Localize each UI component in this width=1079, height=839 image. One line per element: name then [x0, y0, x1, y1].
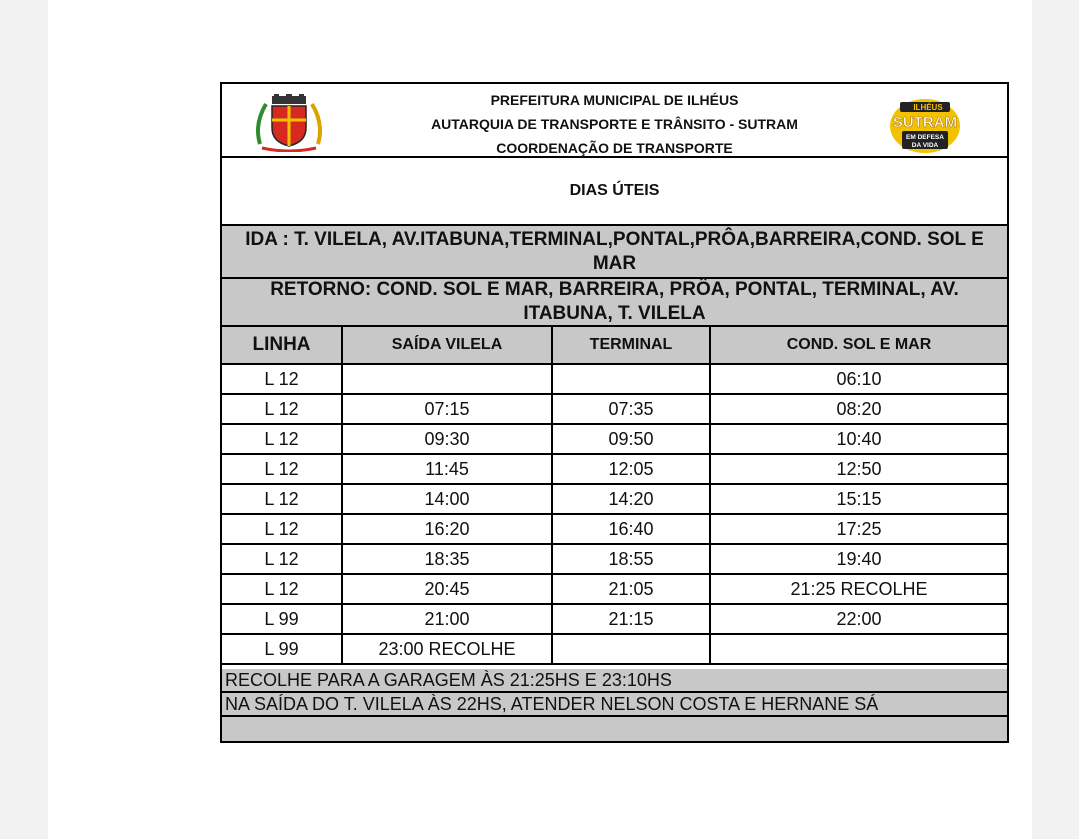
cell-cond-sol-e-mar: 22:00: [710, 604, 1007, 634]
cell-linha: L 12: [222, 364, 342, 394]
cell-linha: L 12: [222, 514, 342, 544]
cell-linha: L 99: [222, 634, 342, 664]
days-title: DIAS ÚTEIS: [222, 158, 1007, 226]
cell-terminal: 21:15: [552, 604, 710, 634]
cell-saida-vilela: 20:45: [342, 574, 552, 604]
cell-terminal: 16:40: [552, 514, 710, 544]
cell-cond-sol-e-mar: 06:10: [710, 364, 1007, 394]
cell-linha: L 12: [222, 484, 342, 514]
cell-terminal: [552, 364, 710, 394]
cell-linha: L 12: [222, 574, 342, 604]
sutram-logo: [888, 98, 962, 154]
city-coat-of-arms-logo: [252, 94, 326, 152]
cell-linha: L 12: [222, 394, 342, 424]
sheet-header: [222, 84, 1007, 158]
col-header-cond-sol-e-mar: COND. SOL E MAR: [710, 327, 1007, 364]
sutram-logo-brand-text: SUTRAM: [892, 114, 958, 131]
table-row: [222, 484, 1007, 514]
col-header-saida-vilela: SAÍDA VILELA: [342, 327, 552, 364]
table-row: [222, 364, 1007, 394]
cell-saida-vilela: 14:00: [342, 484, 552, 514]
cell-cond-sol-e-mar: 19:40: [710, 544, 1007, 574]
cell-saida-vilela: 23:00 RECOLHE: [342, 634, 552, 664]
table-row: [222, 604, 1007, 634]
cell-cond-sol-e-mar: 21:25 RECOLHE: [710, 574, 1007, 604]
note-garage-return: RECOLHE PARA A GARAGEM ÀS 21:25HS E 23:10HS: [222, 669, 1007, 693]
note-empty-row: [222, 717, 1007, 741]
cell-saida-vilela: 09:30: [342, 424, 552, 454]
table-row: [222, 514, 1007, 544]
document-page: [48, 0, 1032, 839]
cell-saida-vilela: 11:45: [342, 454, 552, 484]
table-header-row: [222, 327, 1007, 364]
cell-cond-sol-e-mar: 08:20: [710, 394, 1007, 424]
cell-terminal: 14:20: [552, 484, 710, 514]
cell-saida-vilela: 18:35: [342, 544, 552, 574]
table-row: [222, 544, 1007, 574]
schedule-table: [222, 327, 1007, 665]
table-row: [222, 634, 1007, 664]
col-header-linha: LINHA: [222, 327, 342, 364]
cell-linha: L 99: [222, 604, 342, 634]
cell-cond-sol-e-mar: 10:40: [710, 424, 1007, 454]
cell-saida-vilela: [342, 364, 552, 394]
note-vilela-22h: NA SAÍDA DO T. VILELA ÀS 22HS, ATENDER NELSON COSTA E HERNANE SÁ: [222, 693, 1007, 717]
header-agency: AUTARQUIA DE TRANSPORTE E TRÂNSITO - SUTRAM: [431, 116, 798, 132]
cell-cond-sol-e-mar: [710, 634, 1007, 664]
route-return: RETORNO: COND. SOL E MAR, BARREIRA, PRÔA, PONTAL, TERMINAL, AV. ITABUNA, T. VILELA: [222, 279, 1007, 327]
cell-terminal: 21:05: [552, 574, 710, 604]
cell-linha: L 12: [222, 424, 342, 454]
header-department: COORDENAÇÃO DE TRANSPORTE: [496, 140, 733, 156]
sutram-logo-top-text: ILHÉUS: [913, 103, 943, 112]
sutram-logo-tag2: DA VIDA: [911, 142, 939, 149]
cell-linha: L 12: [222, 454, 342, 484]
table-row: [222, 424, 1007, 454]
col-header-terminal: TERMINAL: [552, 327, 710, 364]
header-titles: [342, 88, 887, 160]
cell-cond-sol-e-mar: 17:25: [710, 514, 1007, 544]
table-row: [222, 394, 1007, 424]
cell-terminal: 09:50: [552, 424, 710, 454]
header-municipality: PREFEITURA MUNICIPAL DE ILHÉUS: [490, 92, 739, 108]
cell-saida-vilela: 07:15: [342, 394, 552, 424]
route-outbound: IDA : T. VILELA, AV.ITABUNA,TERMINAL,PONTAL,PRÔA,BARREIRA,COND. SOL E MAR: [222, 226, 1007, 279]
cell-cond-sol-e-mar: 12:50: [710, 454, 1007, 484]
schedule-sheet: [220, 82, 1009, 743]
cell-saida-vilela: 21:00: [342, 604, 552, 634]
sutram-logo-tag1: EM DEFESA: [906, 134, 944, 141]
table-row: [222, 454, 1007, 484]
table-row: [222, 574, 1007, 604]
cell-terminal: 07:35: [552, 394, 710, 424]
cell-linha: L 12: [222, 544, 342, 574]
cell-saida-vilela: 16:20: [342, 514, 552, 544]
cell-cond-sol-e-mar: 15:15: [710, 484, 1007, 514]
cell-terminal: [552, 634, 710, 664]
cell-terminal: 12:05: [552, 454, 710, 484]
cell-terminal: 18:55: [552, 544, 710, 574]
